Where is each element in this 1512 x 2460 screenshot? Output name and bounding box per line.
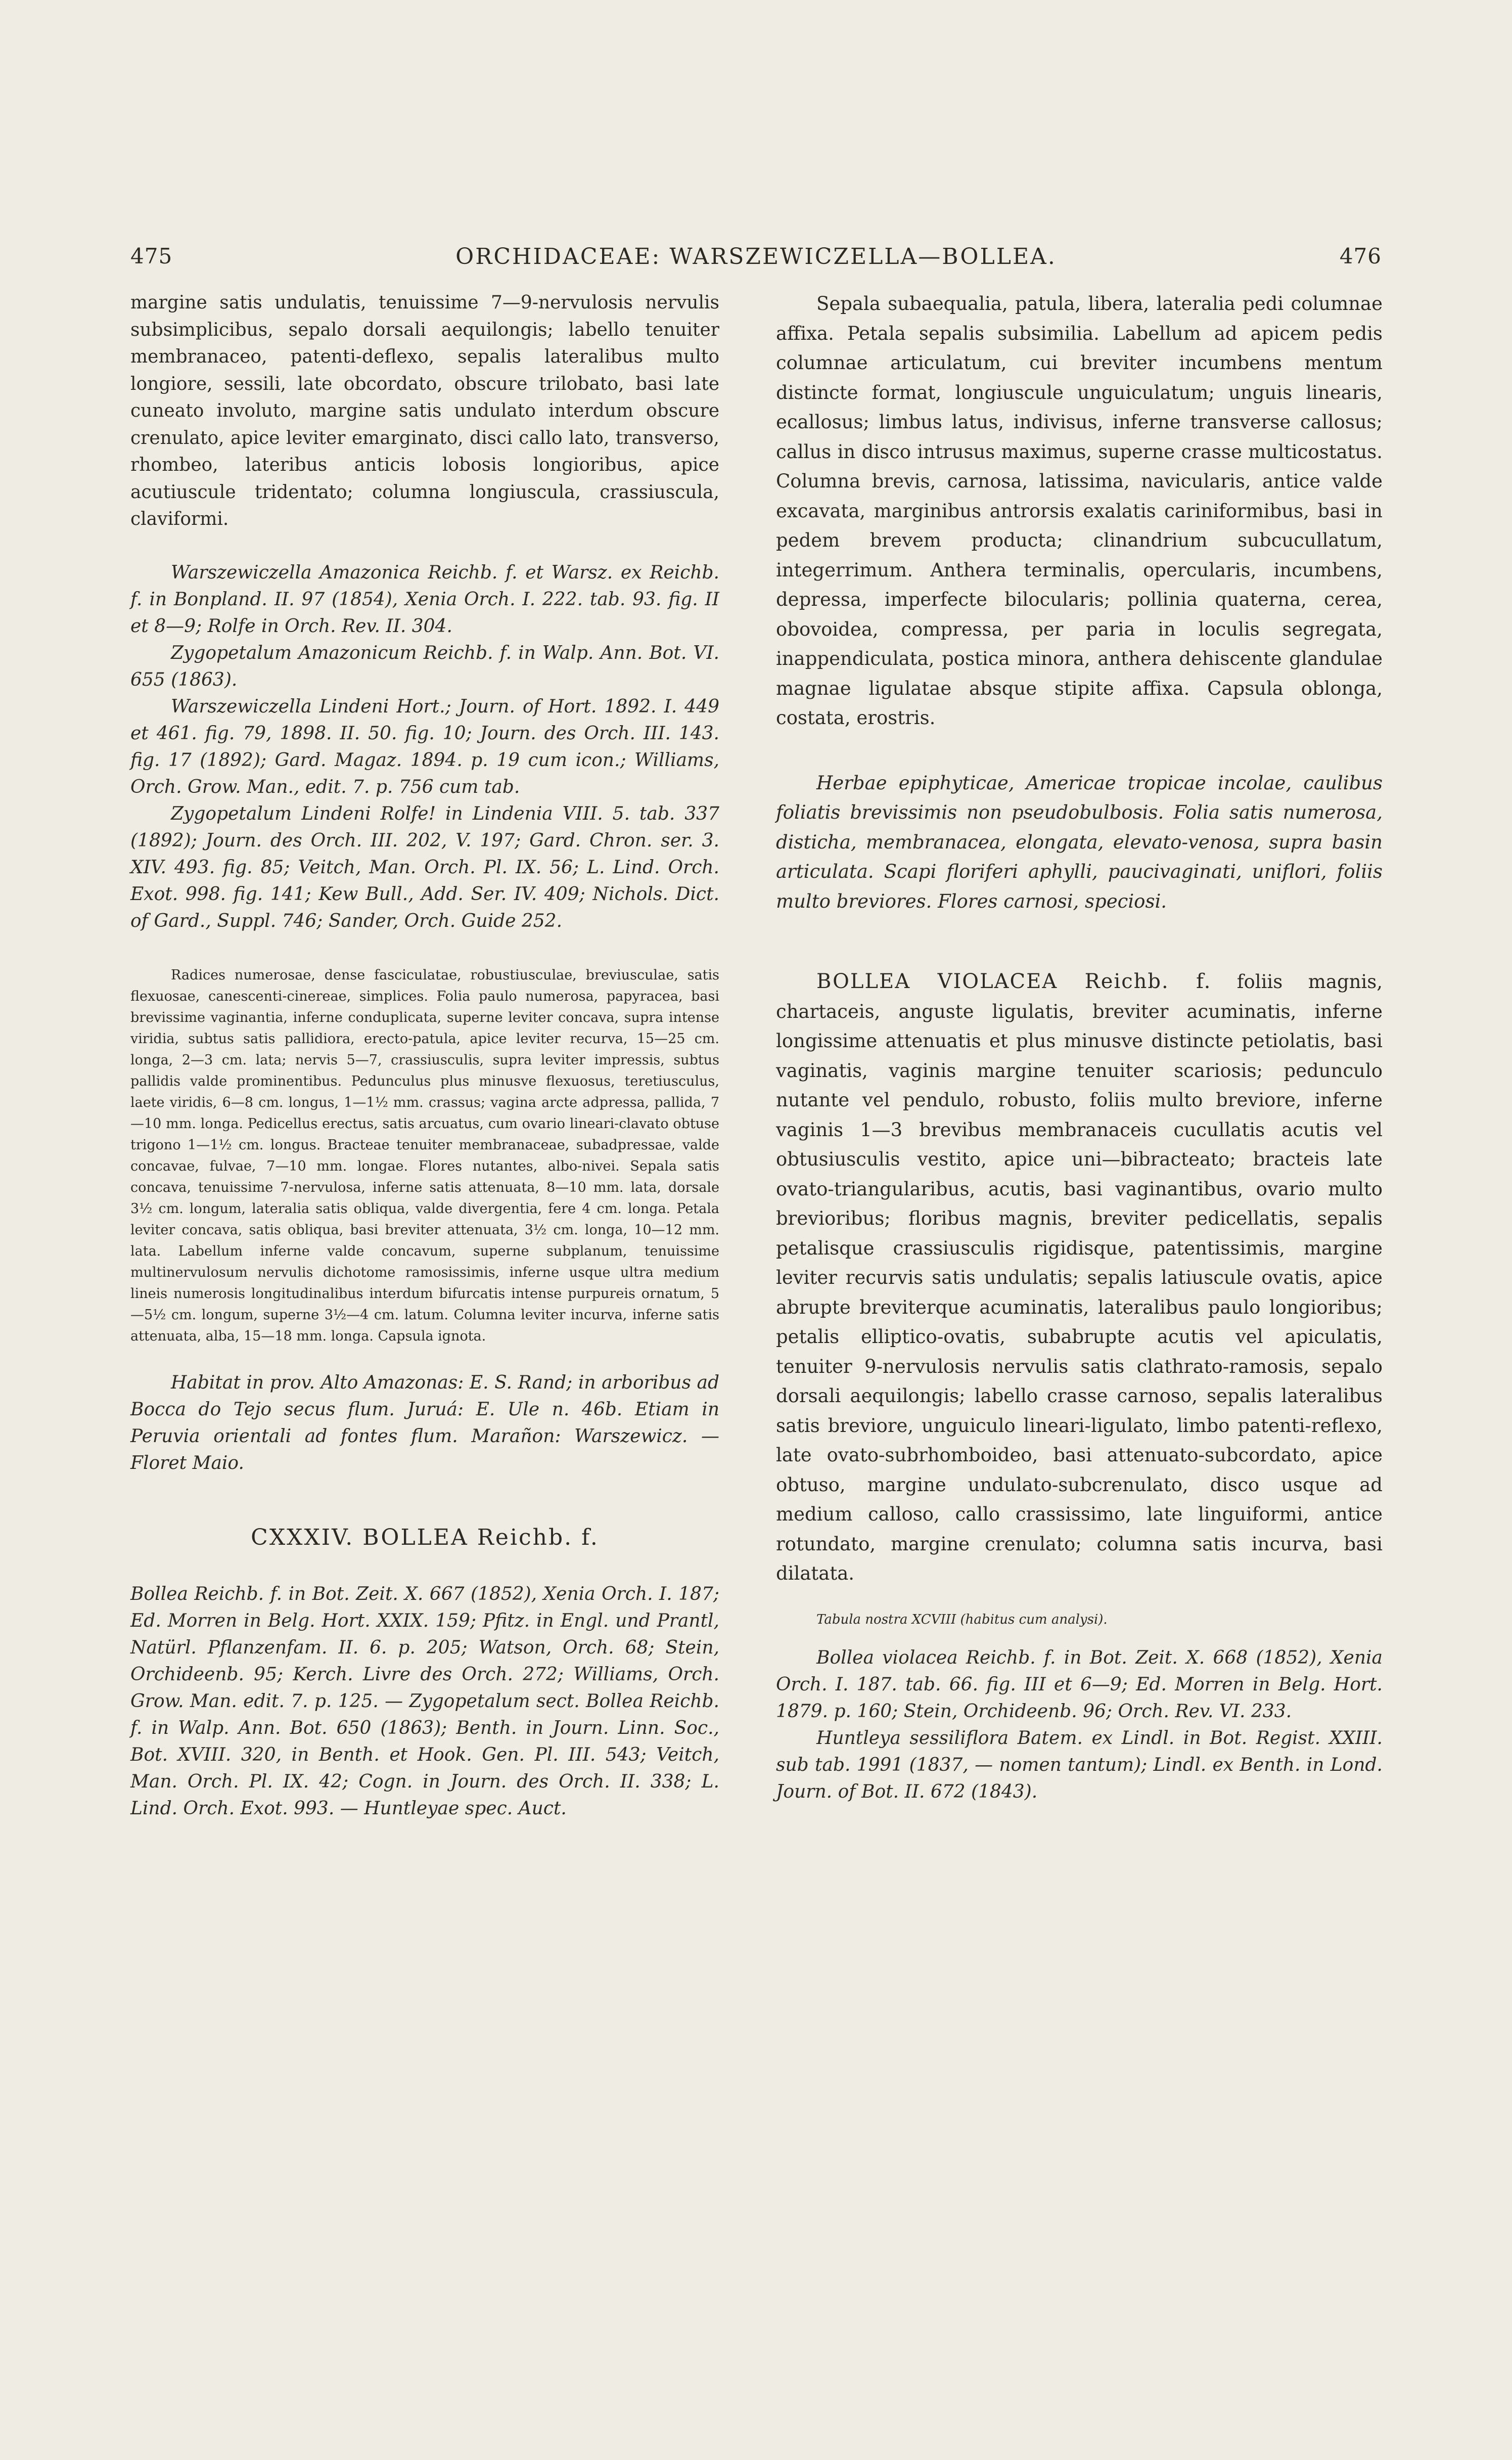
habitat: Habitat in prov. Alto Amazonas: E. S. Rand; in arboribus ad Bocca do Tejo secus flum. Juruá: E. Ule n. 46b. Etiam in Peruvia orientali ad fontes flum. Marañon: Warszewicz. — Floret Maio. bbox=[130, 1372, 719, 1473]
right-column bbox=[776, 289, 1383, 1805]
page-number-right: 476 bbox=[1339, 244, 1382, 269]
synonym-4: Zygopetalum Lindeni Rolfe! in Lindenia VIII. 5. tab. 337 (1892); Journ. des Orch. III. 202, V. 197; Gard. Chron. ser. 3. XIV. 493. fig. 85; Veitch, Man. Orch. Pl. IX. 56; L. Lind. Orch. Exot. 998. fig. 141; Kew Bull., Add. Ser. IV. 409; Nichols. Dict. of Gard., Suppl. 746; Sander, Orch. Guide 252. bbox=[130, 803, 719, 931]
genus-synonymy: Bollea Reichb. f. in Bot. Zeit. X. 667 (1852), Xenia Orch. I. 187; Ed. Morren in Belg. Hort. XXIX. 159; Pfitz. in Engl. und Prantl, Natürl. Pflanzenfam. II. 6. p. 205; Watson, Orch. 68; Stein, Orchideenb. 95; Kerch. Livre des Orch. 272; Williams, Orch. Grow. Man. edit. 7. p. 125. — Zygopetalum sect. Bollea Reichb. f. in Walp. Ann. Bot. 650 (1863); Benth. in Journ. Linn. Soc., Bot. XVIII. 320, in Benth. et Hook. Gen. Pl. III. 543; Veitch, Man. Orch. Pl. IX. 42; Cogn. in Journ. des Orch. II. 338; L. Lind. Orch. Exot. 993. — Huntleyae spec. Auct. bbox=[130, 1583, 719, 1819]
page-number-left: 475 bbox=[130, 244, 173, 269]
left-column bbox=[130, 289, 719, 1822]
species-description-end: margine satis undulatis, tenuissime 7—9-nervulosis nervulis subsimplicibus, sepalo dorsali aequilongis; labello tenuiter membranaceo, patenti-deflexo, sepalis lateralibus multo longiore, sessili, late obcordato, obscure trilobato, basi late cuneato involuto, margine satis undulato interdum obscure crenulato, apice leviter emarginato, disci callo lato, transverso, rhombeo, lateribus anticis lobosis longioribus, apice acutiuscule tridentato; columna longiuscula, crassiuscula, claviformi. bbox=[130, 292, 719, 529]
synonym-2: Zygopetalum Amazonicum Reichb. f. in Walp. Ann. Bot. VI. 655 (1863). bbox=[130, 642, 719, 690]
plate-reference: Tabula nostra XCVIII (habitus cum analysi). bbox=[816, 1612, 1108, 1627]
species-description: foliis magnis, chartaceis, anguste ligulatis, breviter acuminatis, inferne longissime attenuatis et plus minusve distincte petiolatis, basi vaginatis, vaginis margine tenuiter scariosis; pedunculo nutante vel pendulo, robusto, foliis multo breviore, inferne vaginis 1—3 brevibus membranaceis cucullatis acutis vel obtusiusculis vestito, apice uni—bibracteato; bracteis late ovato-triangularibus, acutis, basi vaginantibus, ovario multo brevioribus; floribus magnis, breviter pedicellatis, sepalis petalisque crassiusculis rigidisque, patentissimis, margine leviter recurvis satis undulatis; sepalis latiuscule ovatis, apice abrupte breviterque acuminatis, lateralibus paulo longioribus; petalis elliptico-ovatis, subabrupte acutis vel apiculatis, tenuiter 9-nervulosis nervulis satis clathrato-ramosis, sepalo dorsali aequilongis; labello crasse carnoso, sepalis lateralibus satis breviore, unguiculo lineari-ligulato, limbo patenti-reflexo, late ovato-subrhomboideo, basi attenuato-subcordato, apice obtuso, margine undulato-subcrenulato, disco usque ad medium calloso, callo crassissimo, late linguiformi, antice rotundato, margine crenulato; columna satis incurva, basi dilatata. bbox=[776, 971, 1383, 1584]
genus-description: Sepala subaequalia, patula, libera, lateralia pedi columnae affixa. Petala sepalis subsimilia. Labellum ad apicem pedis columnae articulatum, cui breviter incumbens mentum distincte format, longiuscule unguiculatum; unguis linearis, ecallosus; limbus latus, indivisus, inferne transverse callosus; callus in disco intrusus maximus, superne crasse multicostatus. Columna brevis, carnosa, latissima, navicularis, antice valde excavata, marginibus antrorsis exalatis cariniformibus, basi in pedem brevem producta; clinandrium subcucullatum, integerrimum. Anthera terminalis, opercularis, incumbens, depressa, imperfecte bilocularis; pollinia quaterna, cerea, obovoidea, compressa, per paria in loculis segregata, inappendiculata, postica minora, anthera dehiscente glandulae magnae ligulatae absque stipite affixa. Capsula oblonga, costata, erostris. bbox=[776, 293, 1383, 729]
species-synonym-2: Huntleya sessiliflora Batem. ex Lindl. in Bot. Regist. XXIII. sub tab. 1991 (1837, — nomen tantum); Lindl. ex Benth. in Lond. Journ. of Bot. II. 672 (1843). bbox=[776, 1727, 1383, 1802]
genus-habit: Herbae epiphyticae, Americae tropicae incolae, caulibus foliatis brevissimis non pseudobulbosis. Folia satis numerosa, disticha, membranacea, elongata, elevato-venosa, supra basin articulata. Scapi floriferi aphylli, paucivaginati, uniflori, foliis multo breviores. Flores carnosi, speciosi. bbox=[776, 772, 1383, 912]
running-title: ORCHIDACEAE: WARSZEWICZELLA—BOLLEA. bbox=[455, 244, 1057, 270]
page-header bbox=[130, 244, 1382, 274]
genus-heading: CXXXIV. BOLLEA Reichb. f. bbox=[251, 1524, 599, 1550]
species-synonym-1: Bollea violacea Reichb. f. in Bot. Zeit. X. 668 (1852), Xenia Orch. I. 187. tab. 66. fig. III et 6—9; Ed. Morren in Belg. Hort. 1879. p. 160; Stein, Orchideenb. 96; Orch. Rev. VI. 233. bbox=[776, 1647, 1383, 1722]
synonym-1: Warszewiczella Amazonica Reichb. f. et Warsz. ex Reichb. f. in Bonpland. II. 97 (1854), Xenia Orch. I. 222. tab. 93. fig. II et 8—9; Rolfe in Orch. Rev. II. 304. bbox=[130, 562, 719, 637]
synonym-3: Warszewiczella Lindeni Hort.; Journ. of Hort. 1892. I. 449 et 461. fig. 79, 1898. II. 50. fig. 10; Journ. des Orch. III. 143. fig. 17 (1892); Gard. Magaz. 1894. p. 19 cum icon.; Williams, Orch. Grow. Man., edit. 7. p. 756 cum tab. bbox=[130, 696, 719, 797]
species-name: BOLLEA VIOLACEA Reichb. f. bbox=[816, 970, 1212, 993]
detailed-description: Radices numerosae, dense fasciculatae, robustiusculae, breviusculae, satis flexuosae, canescenti-cinereae, simplices. Folia paulo numerosa, papyracea, basi brevissime vaginantia, inferne conduplicata, superne leviter concava, supra intense viridia, subtus satis pallidiora, erecto-patula, apice leviter recurva, 15—25 cm. longa, 2—3 cm. lata; nervis 5—7, crassiusculis, supra leviter impressis, subtus pallidis valde prominentibus. Pedunculus plus minusve flexuosus, teretiusculus, laete viridis, 6—8 cm. longus, 1—1½ mm. crassus; vagina arcte adpressa, pallida, 7—10 mm. longa. Pedicellus erectus, satis arcuatus, cum ovario lineari-clavato obtuse trigono 1—1½ cm. longus. Bracteae tenuiter membranaceae, subadpressae, valde concavae, fulvae, 7—10 mm. longae. Flores nutantes, albo-nivei. Sepala satis concava, tenuissime 7-nervulosa, inferne satis attenuata, 8—10 mm. lata, dorsale 3½ cm. longum, lateralia satis obliqua, valde divergentia, fere 4 cm. longa. Petala leviter concava, satis obliqua, basi breviter attenuata, 3½ cm. longa, 10—12 mm. lata. Labellum inferne valde concavum, superne subplanum, tenuissime multinervulosum nervulis dichotome ramosissimis, inferne usque ultra medium lineis numerosis longitudinalibus interdum bifurcatis intense purpureis ornatum, 5—5½ cm. longum, superne 3½—4 cm. latum. Columna leviter incurva, inferne satis attenuata, alba, 15—18 mm. longa. Capsula ignota. bbox=[130, 967, 719, 1344]
species-diagnosis bbox=[776, 967, 1383, 1589]
